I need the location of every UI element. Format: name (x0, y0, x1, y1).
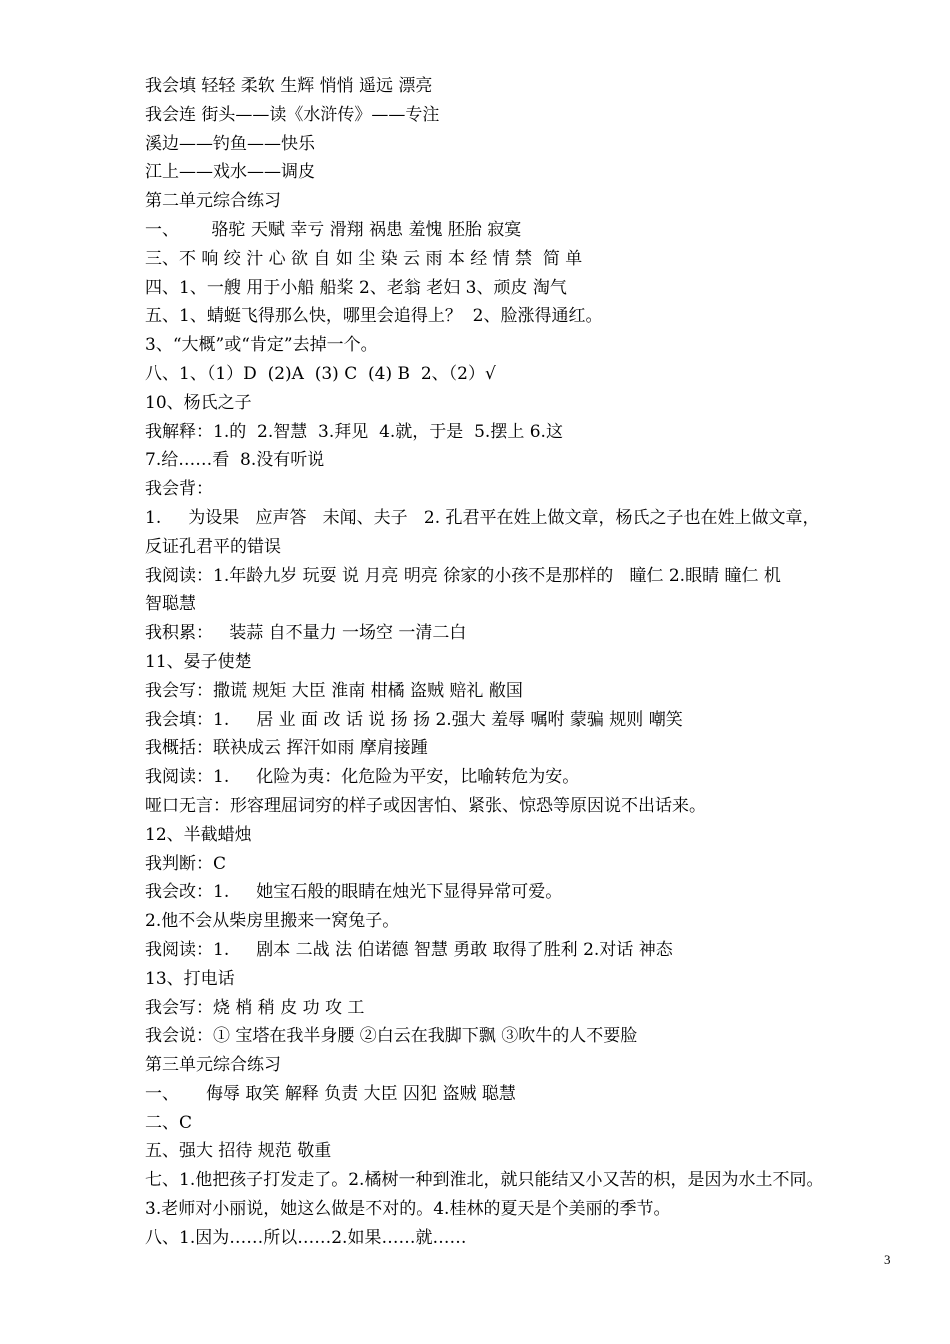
text-line: 2.他不会从柴房里搬来一窝兔子。 (145, 911, 400, 932)
text-line: 我阅读：1. 化险为夷：化危险为平安，比喻转危为安。 (145, 767, 580, 788)
text-line: 我解释：1.的 2.智慧 3.拜见 4.就，于是 5.摆上 6.这 (145, 421, 563, 442)
text-line: 四、1、一艘 用于小船 船桨 2、老翁 老妇 3、顽皮 淘气 (145, 277, 567, 298)
text-line: 三、不 响 绞 汁 心 欲 自 如 尘 染 云 雨 本 经 情 禁 简 单 (145, 248, 583, 269)
text-line: 八、1.因为……所以……2.如果……就…… (145, 1227, 467, 1248)
lesson-heading: 11、晏子使楚 (145, 651, 252, 672)
text-line: 我会填：1. 居 业 面 改 话 说 扬 扬 2.强大 羞辱 嘱咐 蒙骗 规则 嘲笑 (145, 709, 683, 730)
text-line: 一、 侮辱 取笑 解释 负责 大臣 囚犯 盗贼 聪慧 (145, 1083, 516, 1104)
text-line: 五、强大 招待 规范 敬重 (145, 1141, 332, 1162)
lesson-heading: 10、杨氏之子 (145, 392, 252, 413)
text-line: 我会填 轻轻 柔软 生辉 悄悄 遥远 漂亮 (145, 76, 433, 96)
text-line: 一、 骆驼 天赋 幸亏 滑翔 祸患 羞愧 胚胎 寂寞 (145, 219, 522, 240)
text-line: 溪边——钓鱼——快乐 (145, 133, 315, 154)
text-line: 3.老师对小丽说，她这么做是不对的。4.桂林的夏天是个美丽的季节。 (145, 1199, 671, 1220)
text-line: 3、“大概”或“肯定”去掉一个。 (145, 335, 378, 356)
answer-text-body (145, 72, 905, 1253)
text-line: 哑口无言：形容理屈词穷的样子或因害怕、紧张、惊恐等原因说不出话来。 (145, 795, 706, 816)
text-line: 我会连 街头——读《水浒传》——专注 (145, 104, 440, 125)
text-line: 八、1、（1）D (2)A (3) C (4) B 2、（2）√ (145, 363, 496, 384)
text-line: 我阅读：1.年龄九岁 玩耍 说 月亮 明亮 徐家的小孩不是那样的 瞳仁 2.眼睛 瞳仁 机 (145, 565, 781, 586)
text-line: 1. 为设果 应声答 未闻、夫子 2. 孔君平在姓上做文章，杨氏之子也在姓上做文章， (145, 507, 820, 528)
lesson-heading: 13、打电话 (145, 968, 235, 989)
text-line: 智聪慧 (145, 594, 196, 615)
text-line: 我会写：烧 梢 稍 皮 功 攻 工 (145, 997, 365, 1018)
text-line: 我判断：C (145, 853, 227, 874)
text-line: 我积累： 装蒜 自不量力 一场空 一清二白 (145, 623, 467, 644)
text-line: 我会说：① 宝塔在我半身腰 ②白云在我脚下飘 ③吹牛的人不要脸 (145, 1026, 638, 1047)
text-line: 反证孔君平的错误 (145, 536, 281, 557)
page-number: 3 (884, 1252, 891, 1267)
text-line: 我阅读：1. 剧本 二战 法 伯诺德 智慧 勇敢 取得了胜利 2.对话 神态 (145, 939, 673, 960)
text-line: 我会写：撒谎 规矩 大臣 淮南 柑橘 盗贼 赔礼 敝国 (145, 680, 523, 701)
text-line: 我会背： (145, 479, 213, 500)
text-line: 我会改：1. 她宝石般的眼睛在烛光下显得异常可爱。 (145, 882, 563, 903)
text-line: 江上——戏水——调皮 (145, 162, 315, 183)
text-line: 七、1.他把孩子打发走了。2.橘树一种到淮北，就只能结又小又苦的枳，是因为水土不同。 (145, 1170, 824, 1191)
text-line: 我概括：联袂成云 挥汗如雨 摩肩接踵 (145, 738, 428, 759)
section-heading: 第二单元综合练习 (145, 191, 281, 212)
section-heading: 第三单元综合练习 (145, 1055, 281, 1076)
text-line: 7.给……看 8.没有听说 (145, 450, 325, 471)
text-line: 二、C (145, 1112, 193, 1133)
text-line: 五、1、蜻蜓飞得那么快，哪里会追得上？ 2、脸涨得通红。 (145, 306, 603, 327)
lesson-heading: 12、半截蜡烛 (145, 824, 252, 845)
